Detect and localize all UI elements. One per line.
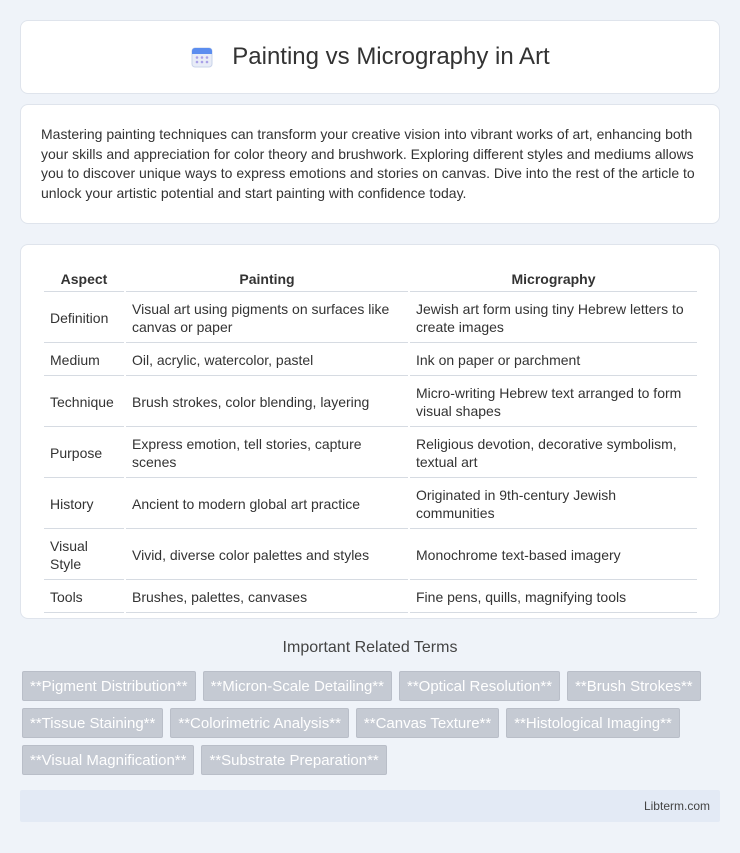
table-cell: Tools <box>44 582 124 613</box>
table-cell: Monochrome text-based imagery <box>410 531 697 580</box>
related-term-tag[interactable]: **Brush Strokes** <box>567 671 701 701</box>
table-cell: Ink on paper or parchment <box>410 345 697 376</box>
table-cell: Religious devotion, decorative symbolism, textual art <box>410 429 697 478</box>
comparison-table <box>42 265 699 615</box>
related-term-tag[interactable]: **Visual Magnification** <box>22 745 194 775</box>
related-term-tag[interactable]: **Histological Imaging** <box>506 708 680 738</box>
table-row <box>44 345 697 376</box>
related-terms-title: Important Related Terms <box>282 639 458 656</box>
table-cell: Fine pens, quills, magnifying tools <box>410 582 697 613</box>
table-cell: Technique <box>44 378 124 427</box>
table-cell: Jewish art form using tiny Hebrew letters to create images <box>410 294 697 343</box>
table-row <box>44 531 697 580</box>
related-term-tag[interactable]: **Pigment Distribution** <box>22 671 196 701</box>
column-header-micrography: Micrography <box>410 267 697 292</box>
table-row <box>44 582 697 613</box>
table-cell: Originated in 9th-century Jewish communities <box>410 480 697 529</box>
table-cell: Ancient to modern global art practice <box>126 480 408 529</box>
table-cell: Vivid, diverse color palettes and styles <box>126 531 408 580</box>
related-term-tag[interactable]: **Micron-Scale Detailing** <box>203 671 392 701</box>
table-row <box>44 429 697 478</box>
title-card <box>20 20 720 94</box>
table-row <box>44 378 697 427</box>
table-cell: Visual Style <box>44 531 124 580</box>
intro-text: Mastering painting techniques can transform your creative vision into vibrant works of art, enhancing both your skills and appreciation for color theory and brushwork. Exploring different styles and mediums allows you to discover unique ways to express emotions and stories on canvas. Dive into the rest of the article to unlock your artistic potential and start painting with confidence today. <box>41 126 695 201</box>
table-cell: Medium <box>44 345 124 376</box>
table-header-row <box>44 267 697 292</box>
table-cell: Purpose <box>44 429 124 478</box>
footer <box>20 790 720 822</box>
related-term-tag[interactable]: **Substrate Preparation** <box>201 745 386 775</box>
table-cell: Visual art using pigments on surfaces like canvas or paper <box>126 294 408 343</box>
comparison-table-card <box>20 244 720 619</box>
intro-card <box>20 104 720 224</box>
table-row <box>44 294 697 343</box>
related-term-tag[interactable]: **Canvas Texture** <box>356 708 499 738</box>
table-cell: Definition <box>44 294 124 343</box>
column-header-painting: Painting <box>126 267 408 292</box>
table-cell: History <box>44 480 124 529</box>
footer-link[interactable]: Libterm.com <box>643 799 710 813</box>
column-header-aspect: Aspect <box>44 267 124 292</box>
related-terms-tags <box>22 671 722 775</box>
page-title: Painting vs Micrography in Art <box>232 43 550 70</box>
related-term-tag[interactable]: **Colorimetric Analysis** <box>170 708 349 738</box>
related-term-tag[interactable]: **Tissue Staining** <box>22 708 163 738</box>
table-row <box>44 480 697 529</box>
related-term-tag[interactable]: **Optical Resolution** <box>399 671 560 701</box>
table-cell: Express emotion, tell stories, capture scenes <box>126 429 408 478</box>
table-cell: Brush strokes, color blending, layering <box>126 378 408 427</box>
table-cell: Micro-writing Hebrew text arranged to form visual shapes <box>410 378 697 427</box>
table-cell: Oil, acrylic, watercolor, pastel <box>126 345 408 376</box>
calendar-icon <box>190 45 214 69</box>
table-cell: Brushes, palettes, canvases <box>126 582 408 613</box>
